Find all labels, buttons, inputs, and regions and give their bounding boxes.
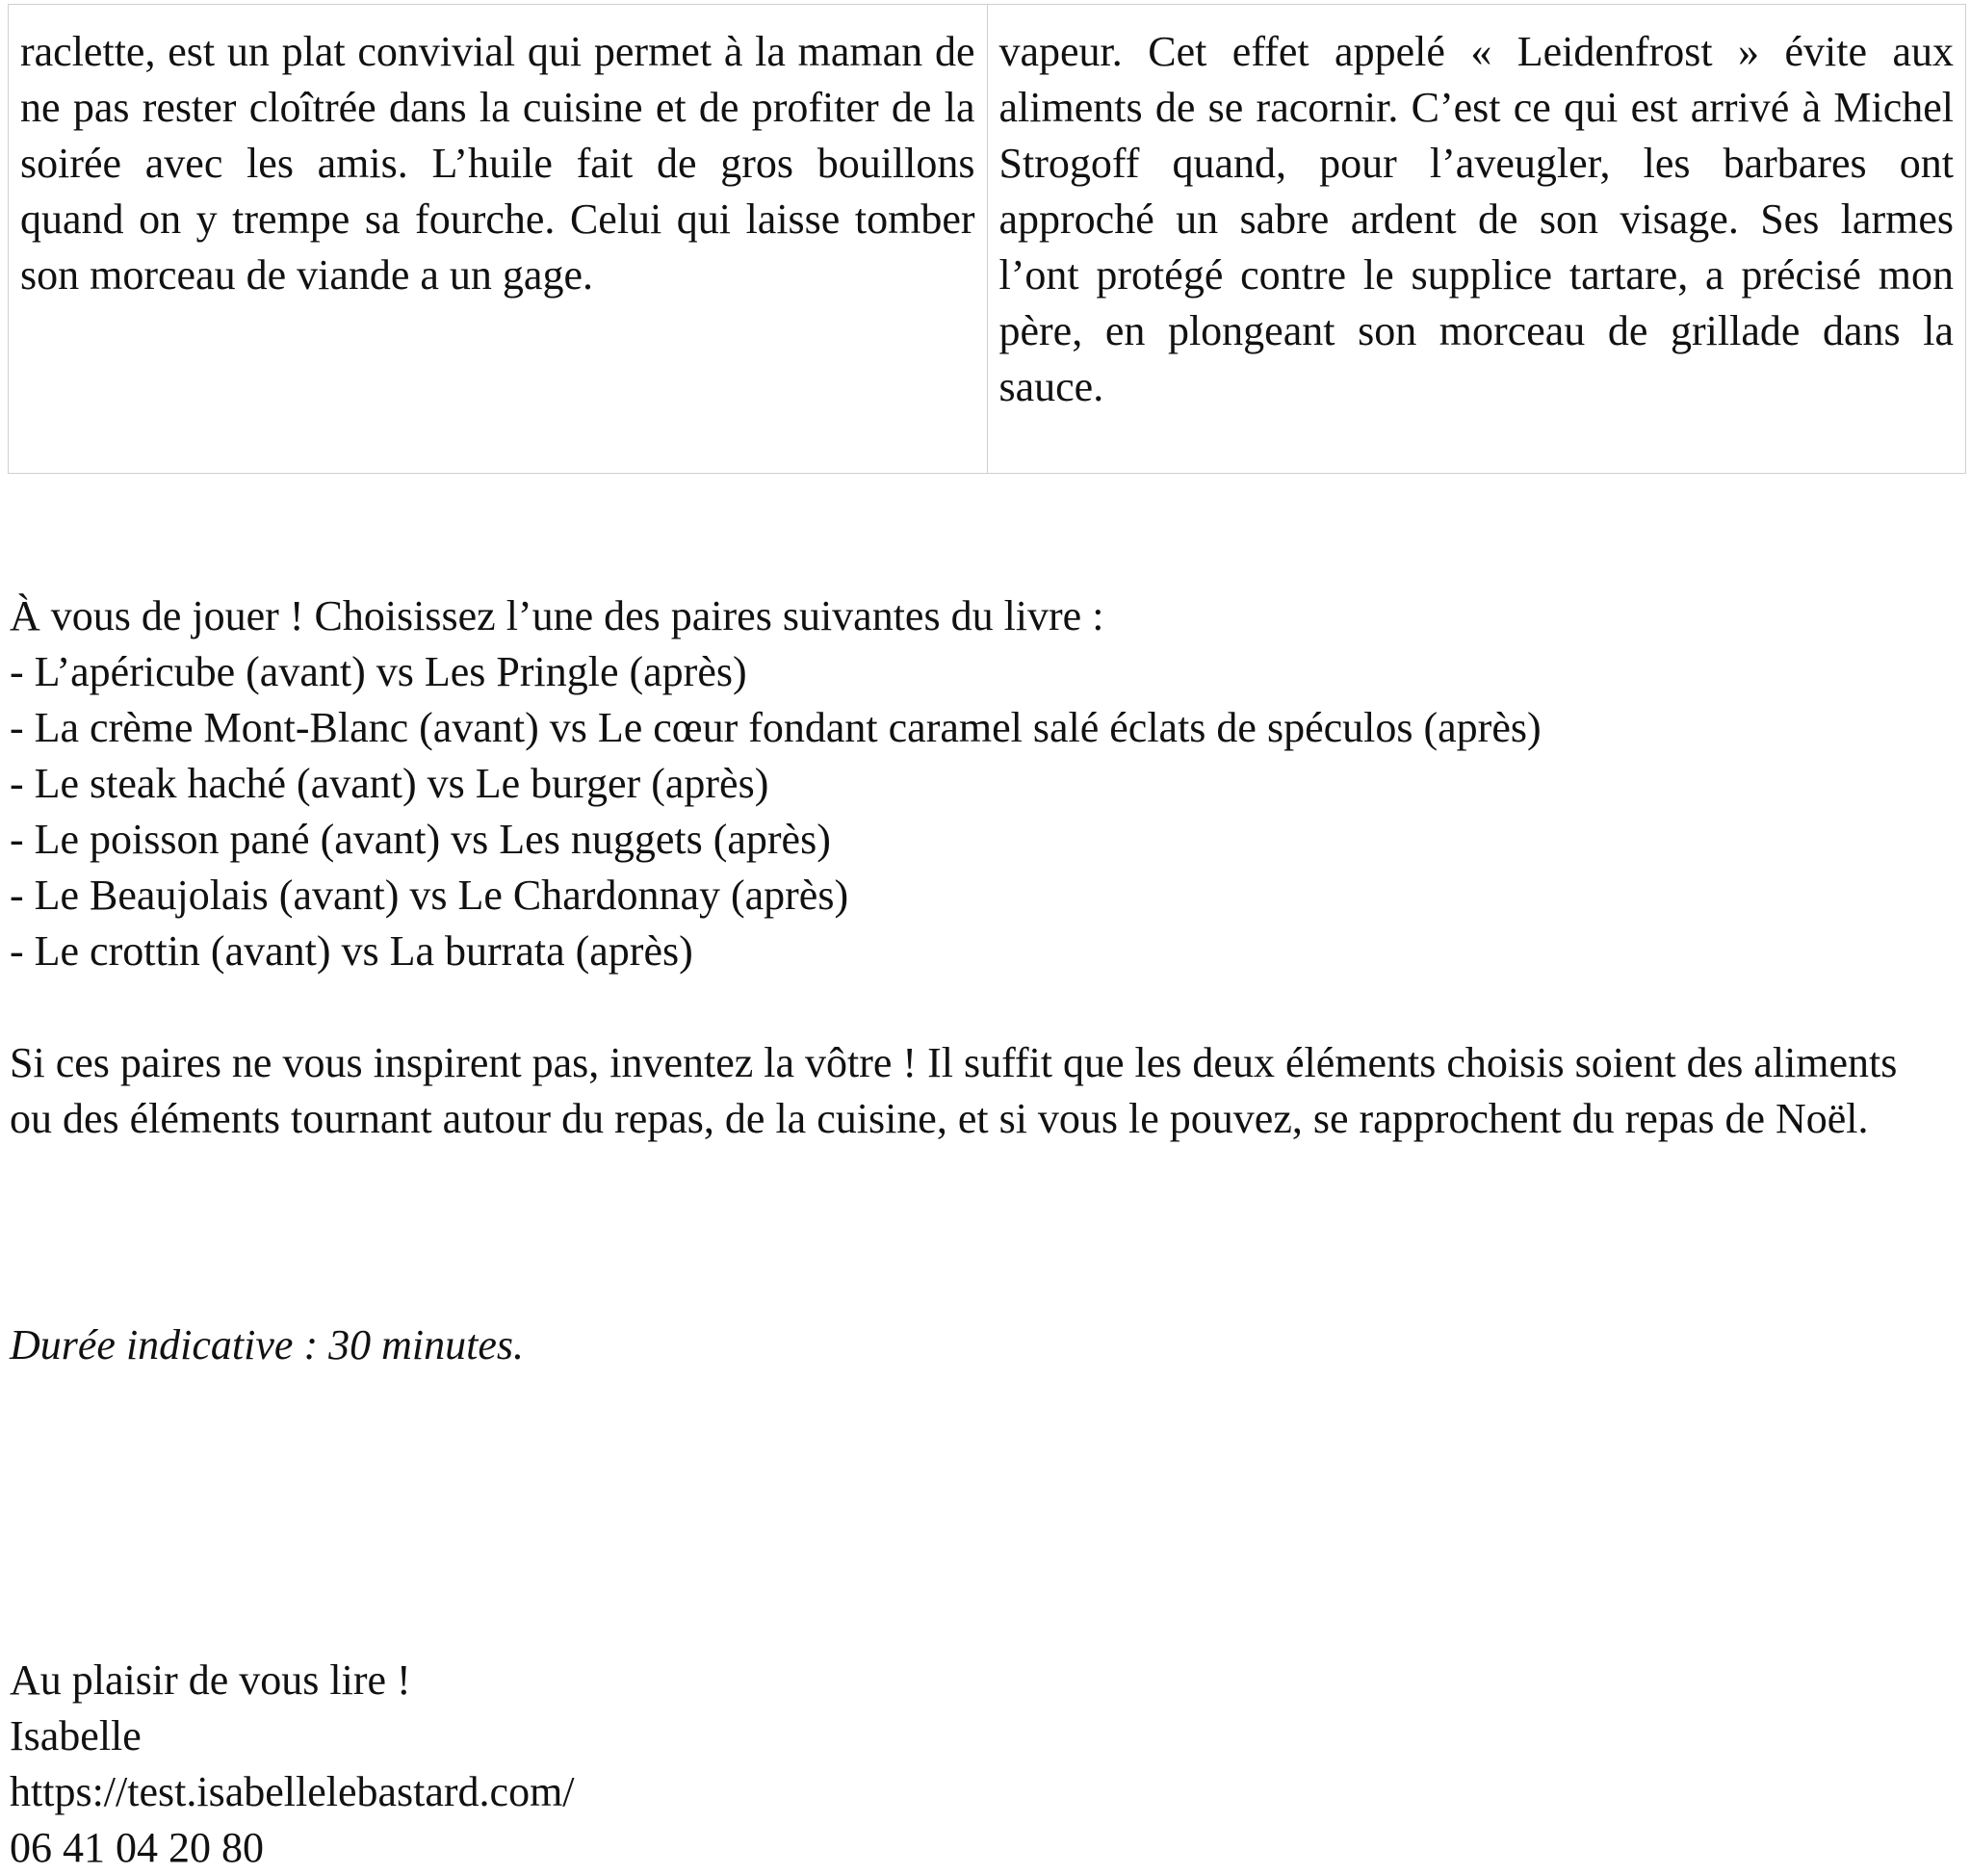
pair-item: - Le steak haché (avant) vs Le burger (après) (10, 760, 769, 807)
pair-item: - Le poisson pané (avant) vs Les nuggets (après) (10, 816, 831, 863)
pair-item: - Le Beaujolais (avant) vs Le Chardonnay (après) (10, 872, 849, 919)
greeting: Au plaisir de vous lire ! (10, 1656, 411, 1704)
signoff-block (10, 1653, 1955, 1876)
pair-item: - La crème Mont-Blanc (avant) vs Le cœur fondant caramel salé éclats de spéculos (après) (10, 704, 1542, 751)
author-name: Isabelle (10, 1712, 142, 1759)
pair-item: - L’apéricube (avant) vs Les Pringle (après) (10, 648, 747, 695)
pair-item: - Le crottin (avant) vs La burrata (après) (10, 927, 693, 975)
website-link[interactable]: https://test.isabellelebastard.com/ (10, 1768, 575, 1815)
excerpt-cell-right: vapeur. Cet effet appelé « Leidenfrost » évite aux aliments de se racornir. C’est ce qui est arrivé à Michel Strogoff quand, pour l’aveugler, les barbares ont approché un sabre ardent de son visage. Ses larmes l’ont protégé contre le supplice tartare, a précisé mon père, en plongeant son morceau de grillade dans la sauce. (998, 28, 1954, 410)
excerpt-cell-left: raclette, est un plat convivial qui permet à la maman de ne pas rester cloîtrée dans la cuisine et de profiter de la soirée avec les amis. L’huile fait de gros bouillons quand on y trempe sa fourche. Celui qui laisse tomber son morceau de viande a un gage. (9, 5, 988, 473)
exercise-intro: À vous de jouer ! Choisissez l’une des paires suivantes du livre : (10, 592, 1104, 639)
excerpt-table (8, 4, 1966, 474)
phone-number: 06 41 04 20 80 (10, 1824, 264, 1871)
invent-paragraph: Si ces paires ne vous inspirent pas, inventez la vôtre ! Il suffit que les deux éléments choisis soient des aliments ou des éléments tournant autour du repas, de la cuisine, et si vous le pouvez, se rapprochent du repas de Noël. (10, 1039, 1898, 1142)
pairs-list (10, 644, 1955, 979)
duration-note: Durée indicative : 30 minutes. (10, 1321, 524, 1368)
